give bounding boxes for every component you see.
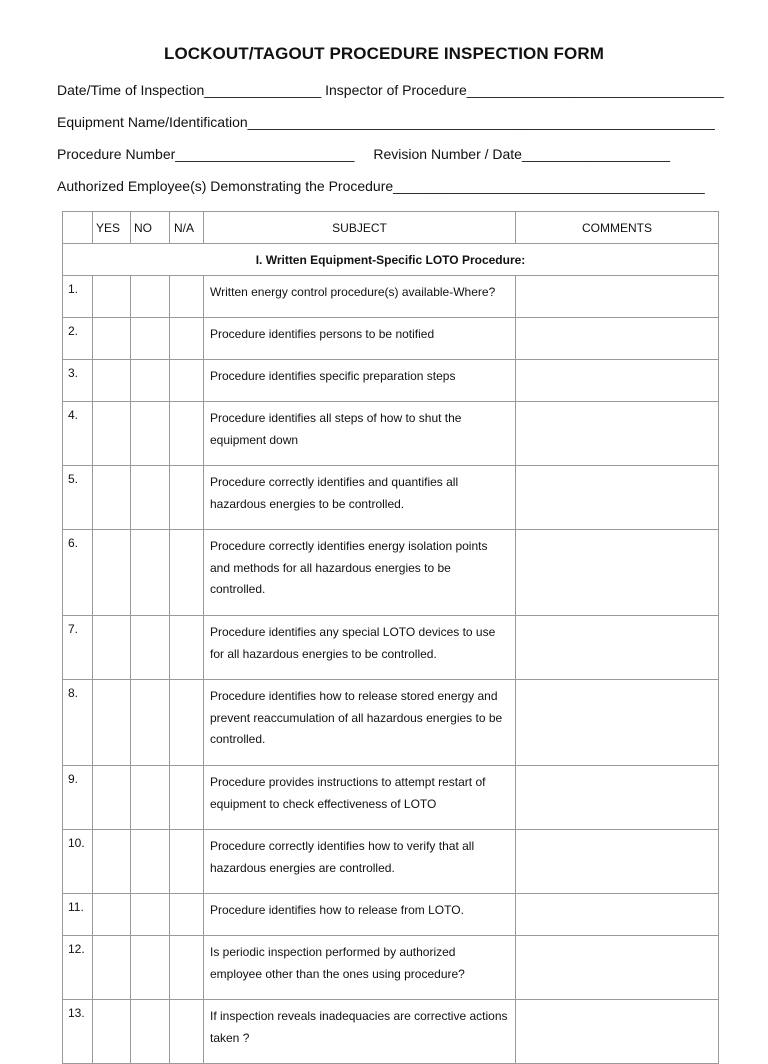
na-checkbox-cell[interactable] <box>170 1000 204 1064</box>
yes-checkbox-cell[interactable] <box>93 830 131 894</box>
table-row <box>63 616 719 680</box>
row-number: 10. <box>63 830 93 894</box>
comments-cell[interactable] <box>516 936 719 1000</box>
header-comments: COMMENTS <box>516 212 719 244</box>
subject-text: Procedure correctly identifies energy isolation points and methods for all hazardous energies to be controlled. <box>204 530 516 616</box>
row-number: 4. <box>63 402 93 466</box>
comments-cell[interactable] <box>516 318 719 360</box>
na-checkbox-cell[interactable] <box>170 276 204 318</box>
comments-cell[interactable] <box>516 276 719 318</box>
row-number: 5. <box>63 466 93 530</box>
row-number: 9. <box>63 766 93 830</box>
revision-field[interactable]: Revision Number / Date___________________ <box>373 146 670 162</box>
subject-text: Procedure identifies persons to be notified <box>204 318 516 360</box>
header-number <box>63 212 93 244</box>
na-checkbox-cell[interactable] <box>170 894 204 936</box>
no-checkbox-cell[interactable] <box>131 1000 170 1064</box>
subject-text: Is periodic inspection performed by authorized employee other than the ones using procedure? <box>204 936 516 1000</box>
no-checkbox-cell[interactable] <box>131 360 170 402</box>
yes-checkbox-cell[interactable] <box>93 402 131 466</box>
yes-checkbox-cell[interactable] <box>93 766 131 830</box>
subject-text: Procedure identifies specific preparation steps <box>204 360 516 402</box>
table-row <box>63 894 719 936</box>
na-checkbox-cell[interactable] <box>170 766 204 830</box>
inspection-table <box>62 211 719 1064</box>
table-row <box>63 680 719 766</box>
table-row <box>63 936 719 1000</box>
header-subject: SUBJECT <box>204 212 516 244</box>
na-checkbox-cell[interactable] <box>170 830 204 894</box>
table-row <box>63 276 719 318</box>
na-checkbox-cell[interactable] <box>170 530 204 616</box>
no-checkbox-cell[interactable] <box>131 276 170 318</box>
no-checkbox-cell[interactable] <box>131 830 170 894</box>
no-checkbox-cell[interactable] <box>131 616 170 680</box>
yes-checkbox-cell[interactable] <box>93 530 131 616</box>
procedure-number-field[interactable]: Procedure Number_______________________ <box>57 146 355 162</box>
no-checkbox-cell[interactable] <box>131 680 170 766</box>
na-checkbox-cell[interactable] <box>170 360 204 402</box>
comments-cell[interactable] <box>516 466 719 530</box>
field-line-equipment <box>57 114 715 130</box>
table-row <box>63 830 719 894</box>
inspector-field[interactable]: Inspector of Procedure_________________________________ <box>325 82 724 98</box>
comments-cell[interactable] <box>516 1000 719 1064</box>
yes-checkbox-cell[interactable] <box>93 318 131 360</box>
comments-cell[interactable] <box>516 830 719 894</box>
na-checkbox-cell[interactable] <box>170 936 204 1000</box>
date-time-field[interactable]: Date/Time of Inspection_______________ <box>57 82 322 98</box>
table-row <box>63 466 719 530</box>
no-checkbox-cell[interactable] <box>131 402 170 466</box>
na-checkbox-cell[interactable] <box>170 466 204 530</box>
yes-checkbox-cell[interactable] <box>93 616 131 680</box>
no-checkbox-cell[interactable] <box>131 318 170 360</box>
field-line-date-inspector <box>57 82 724 98</box>
yes-checkbox-cell[interactable] <box>93 1000 131 1064</box>
no-checkbox-cell[interactable] <box>131 894 170 936</box>
header-yes: YES <box>93 212 131 244</box>
row-number: 8. <box>63 680 93 766</box>
subject-text: Procedure provides instructions to attempt restart of equipment to check effectiveness of LOTO <box>204 766 516 830</box>
comments-cell[interactable] <box>516 360 719 402</box>
row-number: 2. <box>63 318 93 360</box>
comments-cell[interactable] <box>516 616 719 680</box>
subject-text: Procedure identifies any special LOTO devices to use for all hazardous energies to be controlled. <box>204 616 516 680</box>
table-row <box>63 1000 719 1064</box>
yes-checkbox-cell[interactable] <box>93 680 131 766</box>
row-number: 7. <box>63 616 93 680</box>
comments-cell[interactable] <box>516 766 719 830</box>
section-row <box>63 244 719 276</box>
field-line-procedure-revision <box>57 146 670 162</box>
comments-cell[interactable] <box>516 894 719 936</box>
section-title: I. Written Equipment-Specific LOTO Procedure: <box>63 244 719 276</box>
equipment-field[interactable]: Equipment Name/Identification____________________________________________________________ <box>57 114 715 130</box>
na-checkbox-cell[interactable] <box>170 402 204 466</box>
table-row <box>63 402 719 466</box>
field-line-authorized <box>57 178 705 194</box>
row-number: 12. <box>63 936 93 1000</box>
comments-cell[interactable] <box>516 680 719 766</box>
header-no: NO <box>131 212 170 244</box>
comments-cell[interactable] <box>516 530 719 616</box>
no-checkbox-cell[interactable] <box>131 936 170 1000</box>
na-checkbox-cell[interactable] <box>170 616 204 680</box>
na-checkbox-cell[interactable] <box>170 318 204 360</box>
subject-text: Procedure identifies how to release from LOTO. <box>204 894 516 936</box>
no-checkbox-cell[interactable] <box>131 466 170 530</box>
yes-checkbox-cell[interactable] <box>93 360 131 402</box>
subject-text: Written energy control procedure(s) available-Where? <box>204 276 516 318</box>
table-header-row <box>63 212 719 244</box>
row-number: 11. <box>63 894 93 936</box>
form-title: LOCKOUT/TAGOUT PROCEDURE INSPECTION FORM <box>163 44 604 63</box>
table-row <box>63 530 719 616</box>
no-checkbox-cell[interactable] <box>131 766 170 830</box>
na-checkbox-cell[interactable] <box>170 680 204 766</box>
row-number: 6. <box>63 530 93 616</box>
table-row <box>63 766 719 830</box>
row-number: 3. <box>63 360 93 402</box>
table-row <box>63 360 719 402</box>
subject-text: Procedure correctly identifies how to verify that all hazardous energies are controlled. <box>204 830 516 894</box>
header-na: N/A <box>170 212 204 244</box>
row-number: 1. <box>63 276 93 318</box>
yes-checkbox-cell[interactable] <box>93 936 131 1000</box>
comments-cell[interactable] <box>516 402 719 466</box>
row-number: 13. <box>63 1000 93 1064</box>
no-checkbox-cell[interactable] <box>131 530 170 616</box>
yes-checkbox-cell[interactable] <box>93 894 131 936</box>
yes-checkbox-cell[interactable] <box>93 466 131 530</box>
yes-checkbox-cell[interactable] <box>93 276 131 318</box>
subject-text: Procedure identifies how to release stored energy and prevent reaccumulation of all hazardous energies to be controlled. <box>204 680 516 766</box>
authorized-employee-field[interactable]: Authorized Employee(s) Demonstrating the Procedure________________________________________ <box>57 178 705 194</box>
subject-text: If inspection reveals inadequacies are corrective actions taken ? <box>204 1000 516 1064</box>
table-row <box>63 318 719 360</box>
subject-text: Procedure correctly identifies and quantifies all hazardous energies to be controlled. <box>204 466 516 530</box>
subject-text: Procedure identifies all steps of how to shut the equipment down <box>204 402 516 466</box>
